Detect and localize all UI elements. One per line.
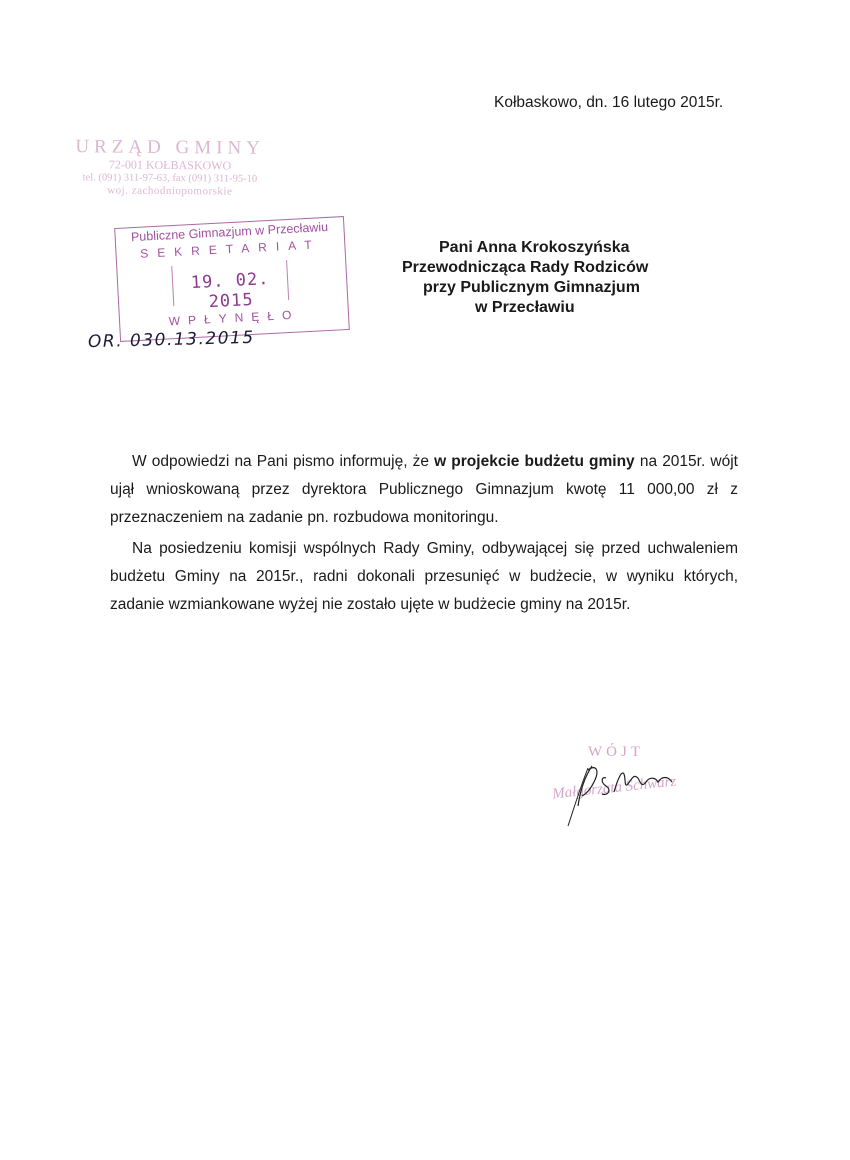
body-paragraph-1-emphasis: w projekcie budżetu gminy <box>434 453 635 470</box>
body-paragraph-2: Na posiedzeniu komisji wspólnych Rady Gminy, odbywającej się przed uchwaleniem budżetu Gminy na 2015r., radni dokonali przesunięć w budżecie, w wyniku których, zadanie wzmiankowane wyżej nie zostało ujęte w budżecie gminy na 2015r. <box>110 540 738 613</box>
office-stamp-address: 72-001 KOŁBASKOWO <box>108 157 232 173</box>
letter-body <box>110 448 738 619</box>
reference-number: OR. 030.13.2015 <box>87 327 255 353</box>
recipient-name: Pani Anna Krokoszyńska <box>439 239 630 256</box>
received-date: 19. 02. 2015 <box>190 269 270 313</box>
secretariat-stamp-received-label: WPŁYNĘŁO <box>168 307 300 329</box>
office-stamp <box>70 137 271 199</box>
body-paragraph-1 <box>110 448 738 532</box>
secretariat-stamp <box>114 216 350 342</box>
body-paragraph-1-end: na 2015r. wójt ujął wnioskowaną przez dyrektora Publicznego Gimnazjum kwotę 11 000,00 zł z przeznaczeniem na zadanie pn. rozbudowa monitoringu. <box>110 453 738 526</box>
recipient-role: Przewodnicząca Rady Rodziców <box>402 259 649 276</box>
signature-name-stamp: Małgorzata Schwarz <box>551 773 678 803</box>
signature-title-stamp: WÓJT <box>588 744 644 760</box>
secretariat-stamp-school: Publiczne Gimnazjum w Przecławiu <box>130 219 329 245</box>
office-stamp-title: URZĄD GMINY <box>75 136 266 159</box>
recipient-institution: przy Publicznym Gimnazjum <box>423 279 640 296</box>
office-stamp-region: woj. zachodniopomorskie <box>107 184 233 198</box>
recipient-block <box>395 238 695 318</box>
handwritten-signature <box>548 748 708 828</box>
recipient-location: w Przecławiu <box>475 299 575 316</box>
place-date: Kołbaskowo, dn. 16 lutego 2015r. <box>494 94 724 111</box>
secretariat-stamp-datebox <box>171 260 289 313</box>
body-paragraph-1-start: W odpowiedzi na Pani pismo informuję, że <box>132 453 435 470</box>
office-stamp-phone: tel. (091) 311-97-63, fax (091) 311-95-10 <box>82 172 258 185</box>
secretariat-stamp-label: SEKRETARIAT <box>139 237 321 261</box>
